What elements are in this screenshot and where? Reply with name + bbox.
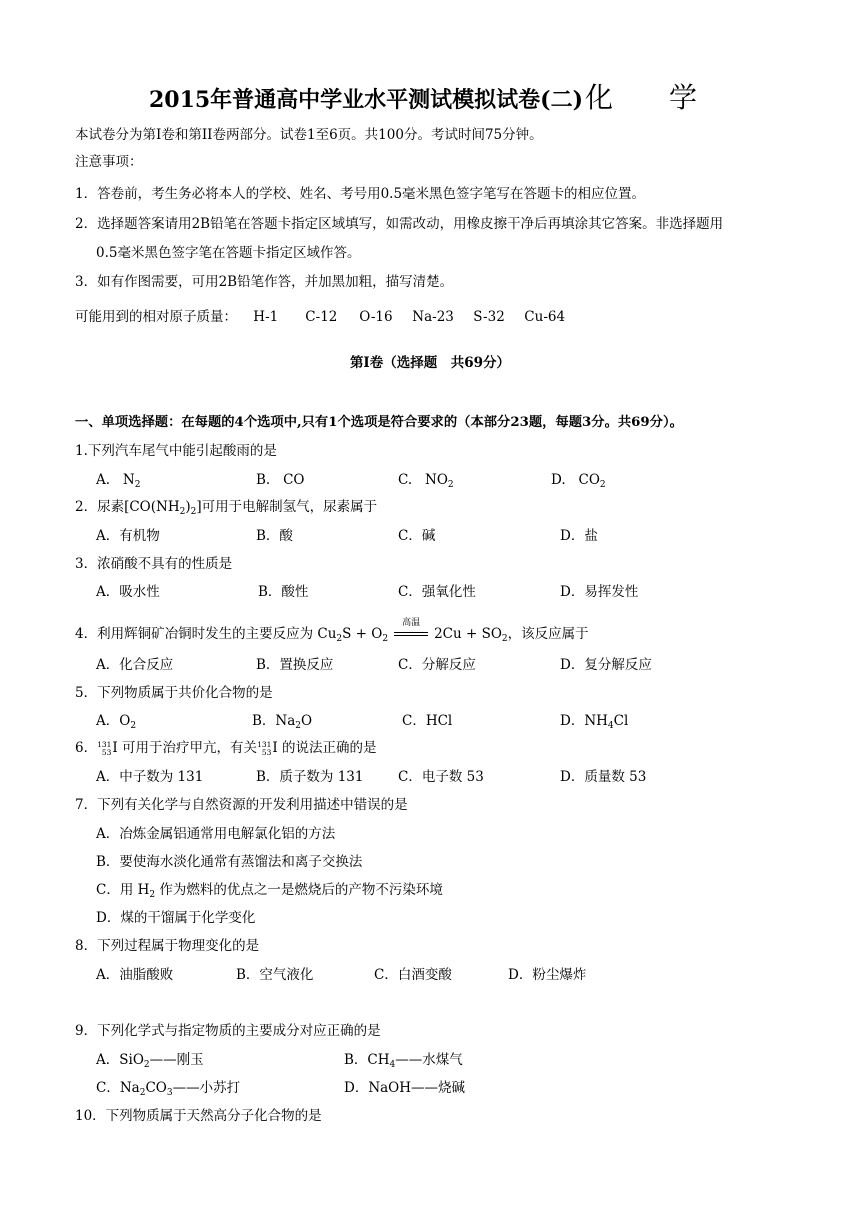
option-c: C．碱 [398, 528, 436, 544]
option-b: B．酸 [256, 528, 293, 544]
option-a: A．冶炼金属铝通常用电解氯化铝的方法 [96, 826, 336, 842]
option-c: C．电子数 53 [398, 769, 484, 785]
notice-item: 2．选择题答案请用2B铅笔在答题卡指定区域填写，如需改动，用橡皮擦干净后再填涂其它答案。非选择题用 [75, 216, 724, 232]
question-stem: 5．下列物质属于共价化合物的是 [75, 685, 273, 701]
option-d: D．易挥发性 [560, 584, 639, 600]
subject-title: 化 学 [585, 81, 712, 114]
option-a: A．吸水性 [96, 584, 160, 600]
option-c: C．用 $H_2$ 作为燃料的优点之一是燃烧后的产物不污染环境 [96, 882, 443, 900]
question-stem: 7．下列有关化学与自然资源的开发利用描述中错误的是 [75, 797, 408, 813]
atomic-mass: O-16 [359, 309, 393, 325]
option-d: D．$NH_4Cl$ [560, 713, 629, 731]
option-d: D．煤的干馏属于化学变化 [96, 910, 256, 926]
option-d: D．质量数 53 [560, 769, 647, 785]
section-instruction: 一、单项选择题：在每题的4个选项中,只有1个选项是符合要求的（本部分23题，每题3分。共69分）。 [75, 415, 683, 430]
option-b: B．酸性 [258, 584, 309, 600]
option-c: C．HCl [402, 713, 453, 729]
question-stem: 1.下列汽车尾气中能引起酸雨的是 [75, 443, 277, 459]
option-b: B．置换反应 [256, 657, 334, 673]
reaction-condition-arrow: 高温 [394, 628, 428, 642]
question-stem: 9．下列化学式与指定物质的主要成分对应正确的是 [75, 1023, 381, 1039]
intro-text: 本试卷分为第I卷和第II卷两部分。试卷1至6页。共100分。考试时间75分钟。 [75, 127, 543, 143]
option-d: D．NaOH——烧碱 [344, 1080, 466, 1096]
option-d: D．粉尘爆炸 [508, 967, 587, 983]
option-a: A．中子数为 131 [96, 769, 204, 785]
exam-title: 2015年普通高中学业水平测试模拟试卷(二) [148, 87, 584, 113]
option-c: C．分解反应 [398, 657, 476, 673]
option-b: B．空气液化 [236, 967, 314, 983]
option-a: A．油脂酸败 [96, 967, 174, 983]
option-d: D. $CO_2$ [551, 472, 606, 490]
option-a: A．化合反应 [96, 657, 174, 673]
notice-item: 0.5毫米黑色签字笔在答题卡指定区域作答。 [96, 245, 361, 261]
question-stem: 8．下列过程属于物理变化的是 [75, 938, 260, 954]
option-a: A. $N_2$ [96, 472, 141, 490]
option-c: C．白酒变酸 [374, 967, 452, 983]
question-stem: 4．利用辉铜矿冶铜时发生的主要反应为 $Cu_2S + O_2$ 高温 $2Cu + SO_2$，该反应属于 [75, 617, 589, 644]
option-c: C．$Na_2CO_3——$小苏打 [96, 1080, 241, 1098]
isotope-notation: 131 53 [257, 739, 272, 757]
notice-heading: 注意事项： [75, 154, 143, 170]
question-stem: 3．浓硝酸不具有的性质是 [75, 556, 233, 572]
atomic-mass: Na-23 [412, 309, 454, 325]
atomic-mass: S-32 [473, 309, 505, 325]
option-c: C．强氧化性 [398, 584, 476, 600]
option-a: A．SiO$_2$——刚玉 [96, 1052, 204, 1070]
question-stem: 2．尿素$[CO(NH_2)_2]$可用于电解制氢气，尿素属于 [75, 499, 378, 517]
question-stem: 10．下列物质属于天然高分子化合物的是 [75, 1108, 322, 1124]
option-b: B. CO [256, 472, 305, 488]
notice-item: 3．如有作图需要，可用2B铅笔作答，并加黑加粗，描写清楚。 [75, 274, 454, 290]
option-b: B．$CH_4——$水煤气 [344, 1052, 463, 1070]
option-b: B．$Na_2O$ [252, 713, 313, 731]
question-stem: 6．131 53I 可用于治疗甲亢，有关131 53I 的说法正确的是 [75, 739, 377, 757]
notice-item: 1．答卷前，考生务必将本人的学校、姓名、考号用0.5毫米黑色签字笔写在答题卡的相应位置。 [75, 186, 646, 202]
atomic-mass-line [75, 307, 565, 327]
page-title [0, 78, 860, 120]
option-b: B．要使海水淡化通常有蒸馏法和离子交换法 [96, 854, 363, 870]
atomic-mass-label: 可能用到的相对原子质量： [75, 309, 237, 325]
option-c: C. $NO_2$ [398, 472, 454, 490]
option-d: D．复分解反应 [560, 657, 652, 673]
option-a: A．$O_2$ [96, 713, 137, 731]
section-title: 第Ⅰ卷（选择题 共69分） [349, 355, 511, 371]
atomic-mass: C-12 [305, 309, 338, 325]
option-d: D．盐 [560, 528, 598, 544]
atomic-mass: H-1 [253, 309, 279, 325]
option-a: A．有机物 [96, 528, 160, 544]
atomic-mass: Cu-64 [524, 309, 566, 325]
isotope-notation: 131 53 [97, 739, 112, 757]
option-b: B．质子数为 131 [256, 769, 364, 785]
